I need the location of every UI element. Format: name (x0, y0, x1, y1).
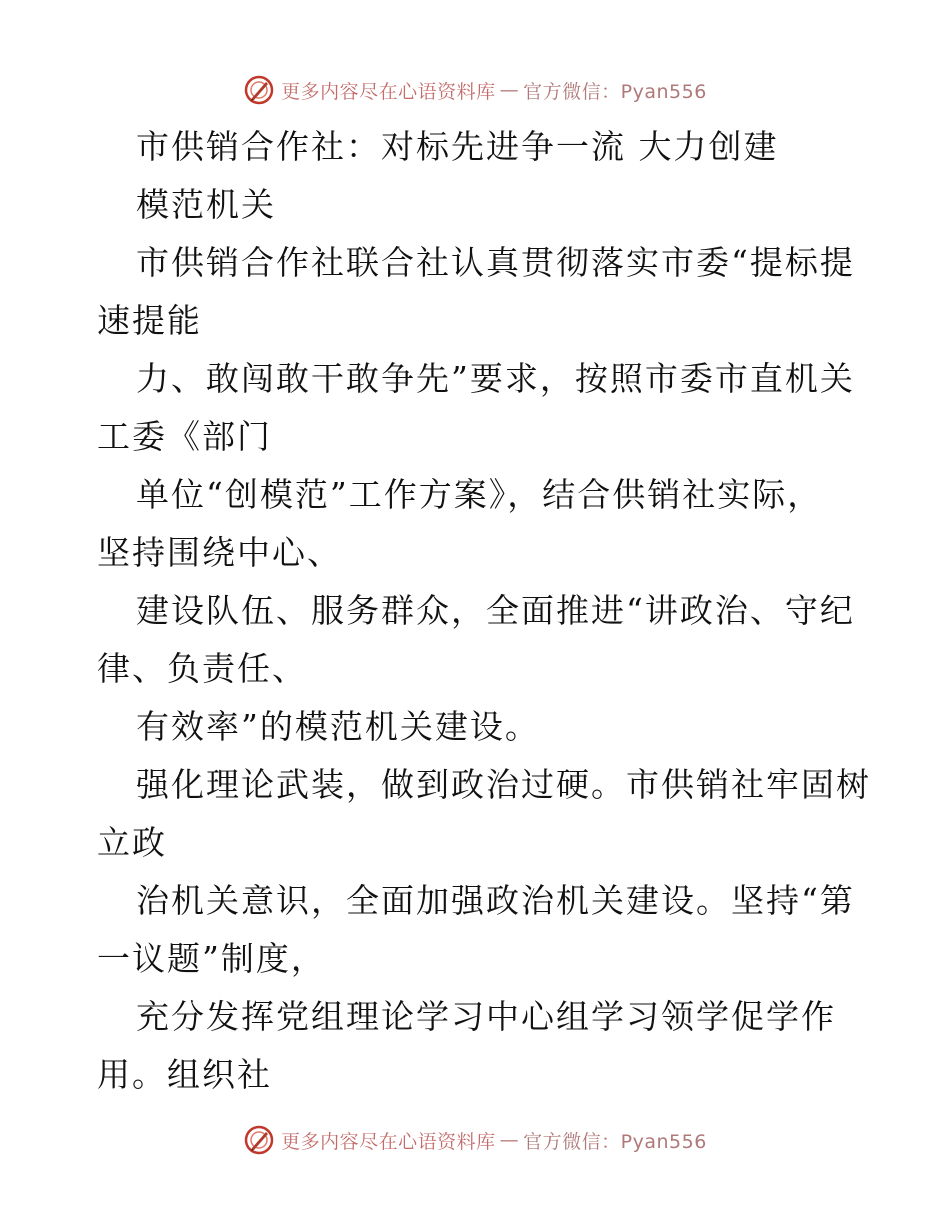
text-line: 用。组织社 (97, 1055, 272, 1094)
text-line: 充分发挥党组理论学习中心组学习领学促学作 (136, 997, 836, 1036)
watermark-dash: — (499, 79, 520, 101)
text-line: 治机关意识，全面加强政治机关建设。坚持“第 (136, 881, 855, 920)
text-line: 坚持围绕中心、 (97, 533, 342, 572)
header-watermark (0, 70, 950, 110)
text-line: 市供销合作社：对标先进争一流 大力创建 (136, 127, 779, 166)
text-line: 一议题”制度， (97, 939, 326, 978)
text-line: 律、负责任、 (97, 649, 307, 688)
text-line: 速提能 (97, 301, 202, 340)
pen-seal-icon (243, 1124, 275, 1156)
text-line: 有效率”的模范机关建设。 (136, 707, 540, 746)
text-line: 力、敢闯敢干敢争先”要求，按照市委市直机关 (136, 359, 855, 398)
text-line: 建设队伍、服务群众，全面推进“讲政治、守纪 (136, 591, 855, 630)
document-body (97, 118, 871, 1104)
watermark-wechat-text: 官方微信：Pyan556 (523, 80, 707, 103)
watermark-wechat-text: 官方微信：Pyan556 (523, 1130, 707, 1153)
pen-seal-icon (243, 74, 275, 106)
watermark-site-text: 更多内容尽在心语资料库 (281, 80, 496, 103)
watermark-site-text: 更多内容尽在心语资料库 (281, 1130, 496, 1153)
watermark-dash: — (499, 1129, 520, 1151)
text-line: 单位“创模范”工作方案》，结合供销社实际， (136, 475, 823, 514)
text-line: 模范机关 (136, 185, 276, 224)
text-line: 立政 (97, 823, 167, 862)
footer-watermark (0, 1120, 950, 1160)
text-line: 工委《部门 (97, 417, 272, 456)
text-line: 强化理论武装，做到政治过硬。市供销社牢固树 (136, 765, 871, 804)
text-line: 市供销合作社联合社认真贯彻落实市委“提标提 (136, 243, 855, 282)
